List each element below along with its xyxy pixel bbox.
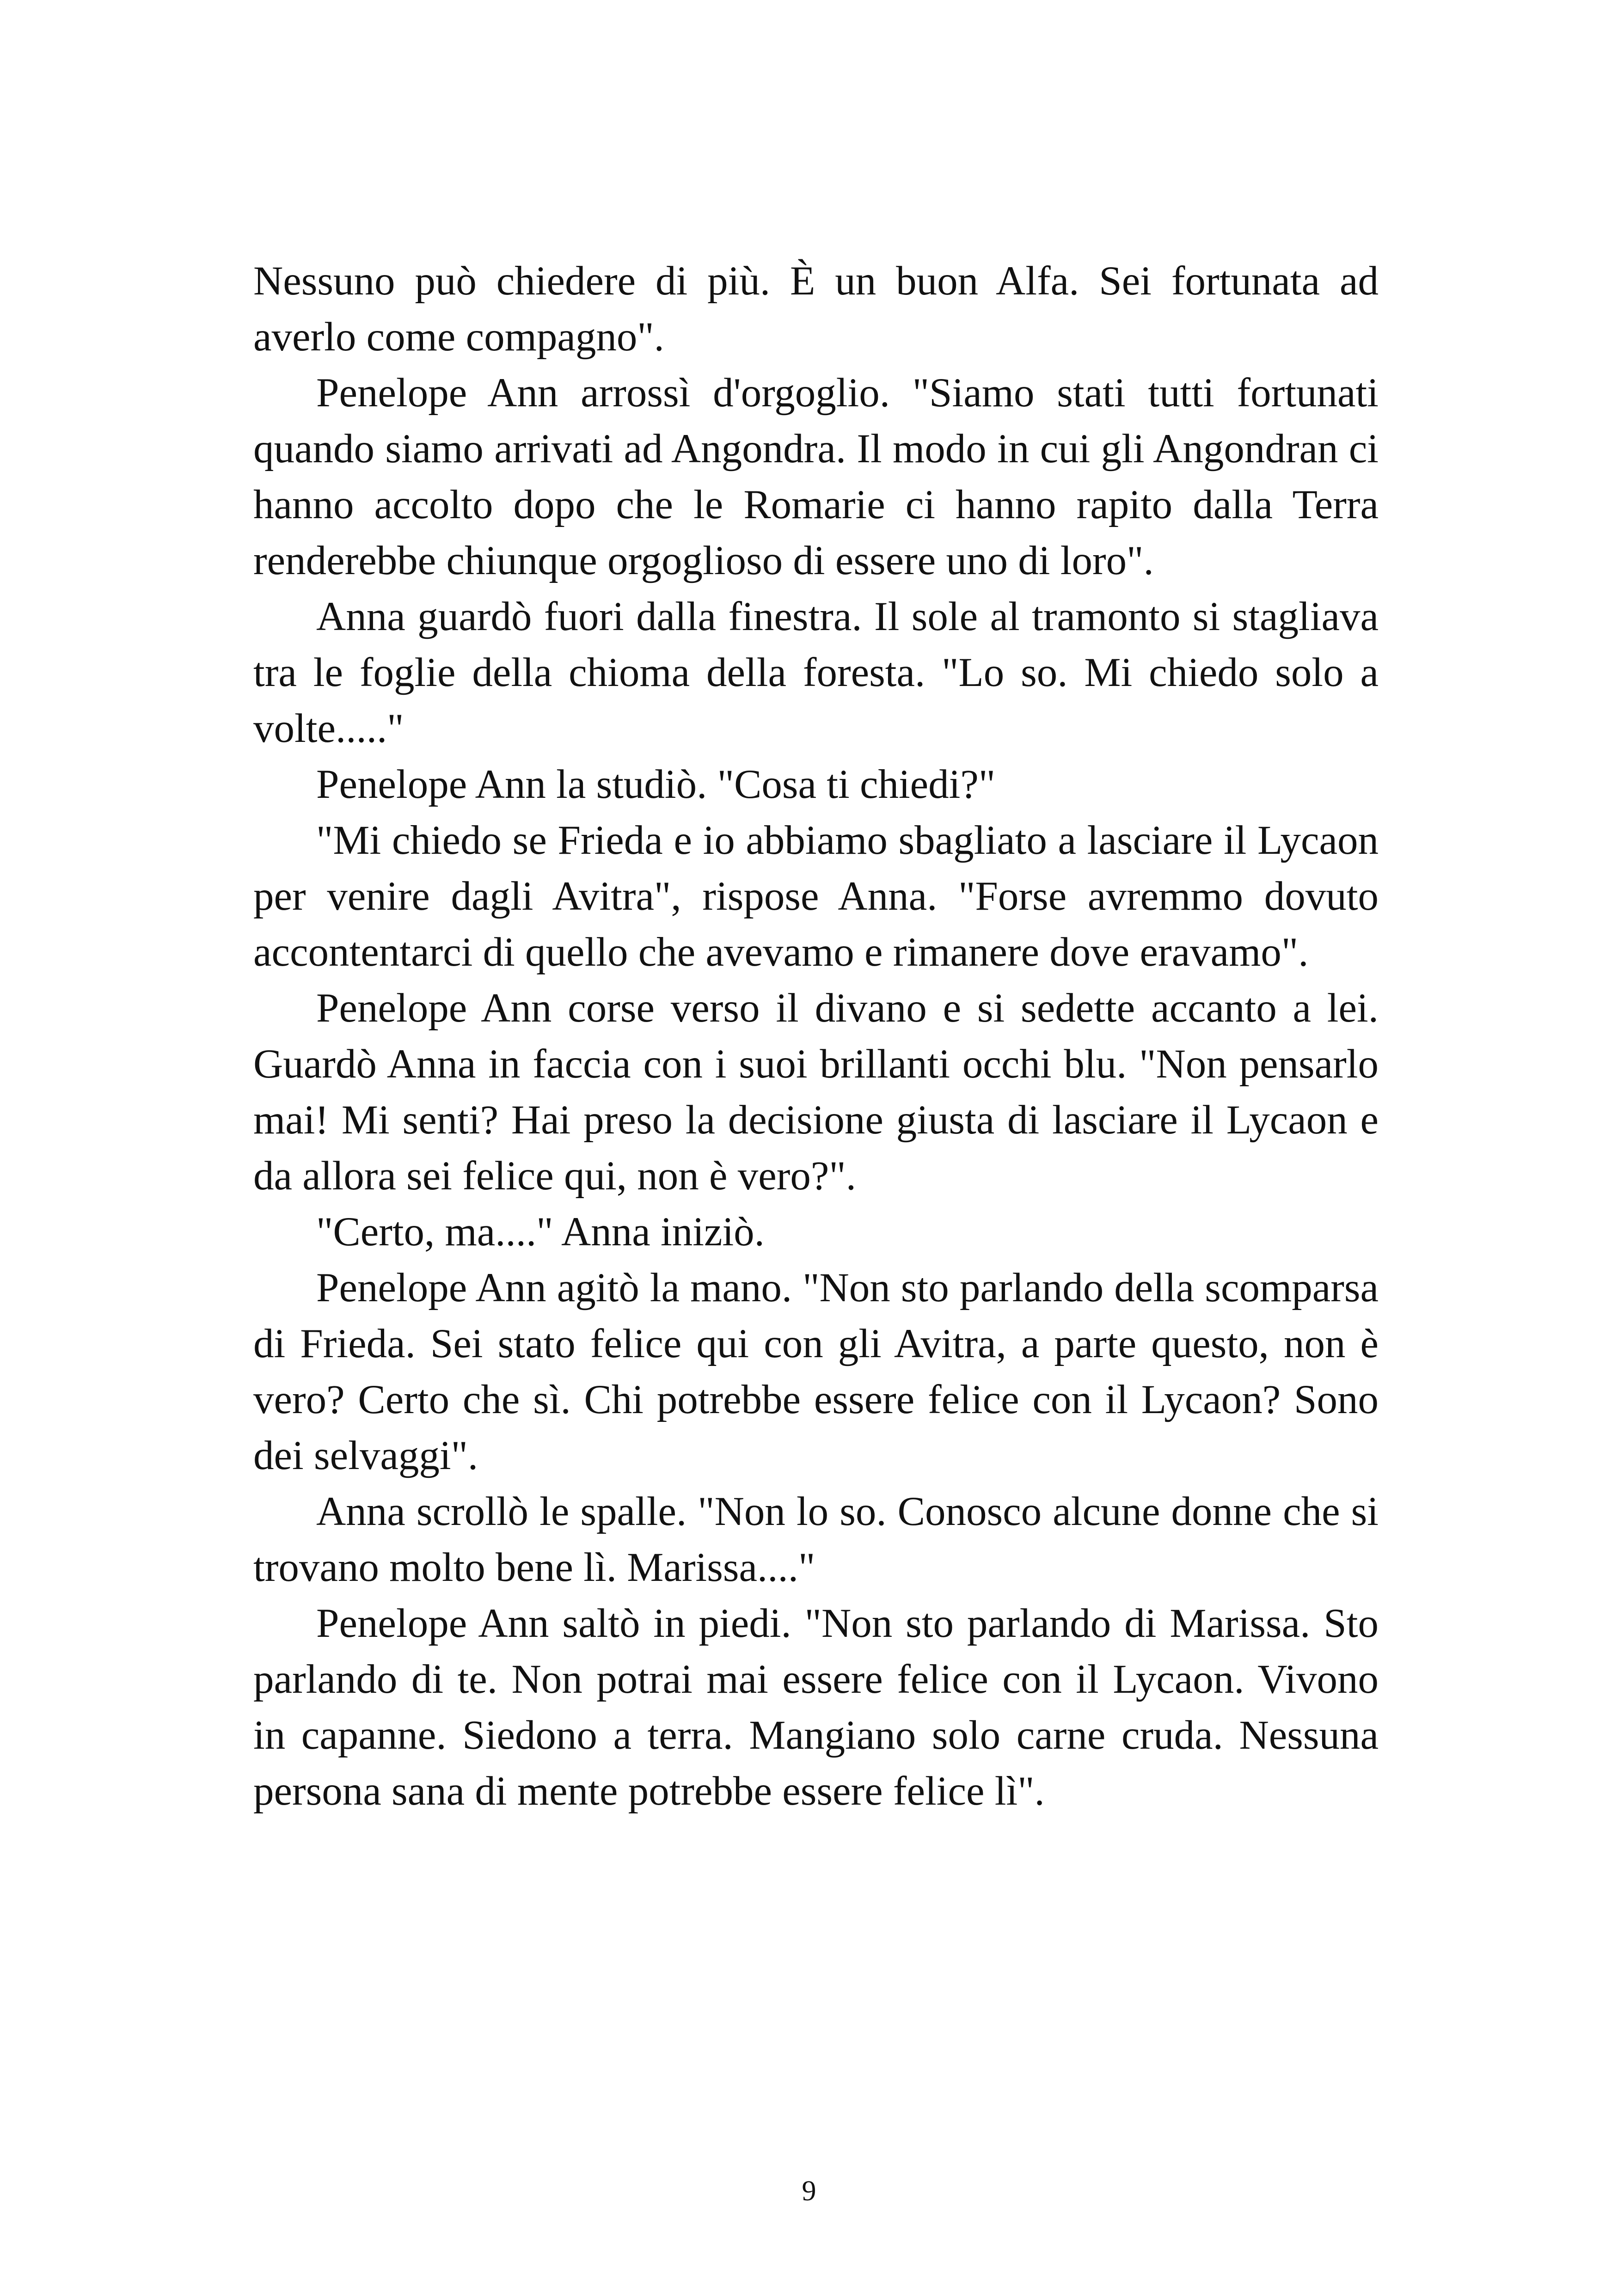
paragraph-6: Penelope Ann corse verso il divano e si sedette accanto a lei. Guardò Anna in faccia con i suoi brillanti occhi blu. "Non pensarlo mai! Mi senti? Hai preso la decisione giusta di lasciare il Lycaon e da allora sei felice qui, non è vero?". bbox=[253, 986, 1379, 1199]
paragraph-10: Penelope Ann saltò in piedi. "Non sto parlando di Marissa. Sto parlando di te. Non potrai mai essere felice con il Lycaon. Vivono in capanne. Siedono a terra. Mangiano solo carne cruda. Nessuna persona sana di mente potrebbe essere felice lì". bbox=[253, 1601, 1379, 1814]
page-number: 9 bbox=[802, 2175, 816, 2207]
paragraph-4: Penelope Ann la studiò. "Cosa ti chiedi?" bbox=[316, 762, 996, 807]
paragraph-1: Nessuno può chiedere di più. È un buon Alfa. Sei fortunata ad averlo come compagno". bbox=[253, 258, 1379, 360]
paragraph-2: Penelope Ann arrossì d'orgoglio. "Siamo stati tutti fortunati quando siamo arrivati ad Angondra. Il modo in cui gli Angondran ci hanno accolto dopo che le Romarie ci hanno rapito dalla Terra renderebbe chiunque orgoglioso di essere uno di loro". bbox=[253, 370, 1379, 583]
paragraph-8: Penelope Ann agitò la mano. "Non sto parlando della scomparsa di Frieda. Sei stato felice qui con gli Avitra, a parte questo, non è vero? Certo che sì. Chi potrebbe essere felice con il Lycaon? Sono dei selvaggi". bbox=[253, 1265, 1379, 1478]
paragraph-5: "Mi chiedo se Frieda e io abbiamo sbagliato a lasciare il Lycaon per venire dagli Avitra", rispose Anna. "Forse avremmo dovuto accontentarci di quello che avevamo e rimanere dove eravamo". bbox=[253, 818, 1379, 975]
paragraph-7: "Certo, ma...." Anna iniziò. bbox=[316, 1209, 765, 1255]
paragraph-9: Anna scrollò le spalle. "Non lo so. Conosco alcune donne che si trovano molto bene lì. Marissa...." bbox=[253, 1489, 1379, 1590]
paragraph-3: Anna guardò fuori dalla finestra. Il sole al tramonto si stagliava tra le foglie della chioma della foresta. "Lo so. Mi chiedo solo a volte....." bbox=[253, 594, 1379, 751]
body-text bbox=[253, 253, 1379, 1819]
